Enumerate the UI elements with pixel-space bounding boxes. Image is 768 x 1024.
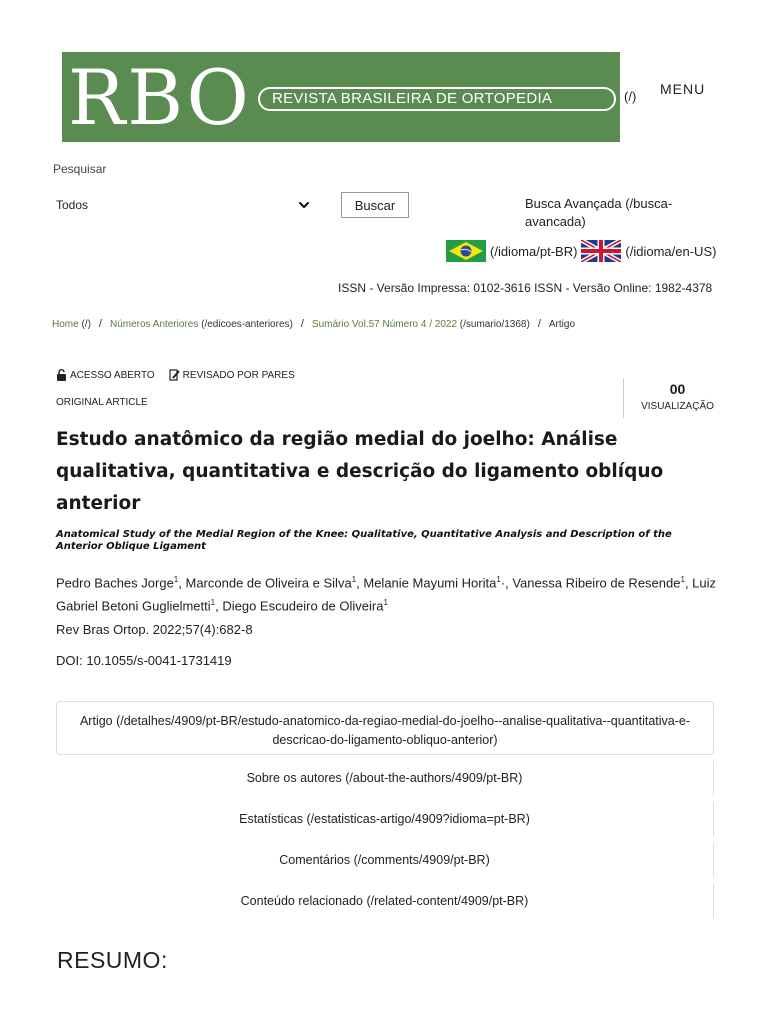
author-separator: ·, — [500, 575, 513, 591]
doi[interactable]: DOI: 10.1055/s-0041-1731419 — [56, 653, 232, 668]
logo-link-text[interactable]: (/) — [624, 89, 637, 104]
advanced-search-link[interactable]: Busca Avançada (/busca-avancada) — [525, 196, 673, 229]
breadcrumb — [52, 318, 575, 330]
author-separator: , — [684, 575, 693, 591]
breadcrumb-home[interactable]: Home (/) — [52, 318, 91, 330]
author-list — [56, 570, 721, 617]
author-affiliation: 1 — [351, 575, 357, 584]
pt-language-link[interactable]: (/idioma/pt-BR) — [490, 243, 578, 259]
author-separator: , — [178, 575, 186, 591]
author-name: Marconde de Oliveira e Silva — [185, 575, 352, 591]
tab-about-authors[interactable]: Sobre os autores (/about-the-authors/4909/pt-BR) — [56, 761, 714, 795]
article-type: ORIGINAL ARTICLE — [56, 397, 148, 408]
search-scope-value: Todos — [56, 198, 89, 212]
journal-logo[interactable] — [62, 52, 620, 142]
author-separator: , — [215, 598, 223, 614]
author-name: Diego Escudeiro de Oliveira — [222, 598, 384, 614]
tab-statistics[interactable]: Estatísticas (/estatisticas-artigo/4909?idioma=pt-BR) — [56, 802, 714, 836]
language-selector — [446, 240, 716, 262]
author-name: Vanessa Ribeiro de Resende — [512, 575, 681, 591]
unlock-icon — [56, 369, 67, 381]
breadcrumb-separator: / — [537, 318, 541, 330]
views-label: VISUALIZAÇÃO — [641, 401, 714, 412]
tab-article[interactable]: Artigo (/detalhes/4909/pt-BR/estudo-anatomico-da-regiao-medial-do-joelho--analise-qualitativa--quantitativa-e-descricao-do-ligamento-obliquo-anterior) — [56, 701, 714, 755]
abstract-heading: RESUMO: — [57, 947, 168, 973]
author-affiliation: 1 — [496, 575, 501, 584]
search-label: Pesquisar — [53, 162, 107, 176]
author-affiliation: 1 — [680, 575, 685, 584]
breadcrumb-separator: / — [98, 318, 102, 330]
author-affiliation: 1 — [173, 575, 179, 584]
author-name: Pedro Baches Jorge — [56, 575, 174, 591]
en-language-link[interactable]: (/idioma/en-US) — [625, 243, 717, 259]
author-name: Melanie Mayumi Horita — [363, 575, 497, 591]
review-pen-icon — [169, 369, 180, 381]
author-affiliation: 1 — [383, 598, 388, 608]
issn-info: ISSN - Versão Impressa: 0102-3616 ISSN - Versão Online: 1982-4378 — [338, 281, 713, 295]
breadcrumb-current: Artigo — [548, 318, 576, 330]
author-separator: , — [356, 575, 364, 591]
menu-button[interactable]: MENU — [660, 81, 706, 97]
author-affiliation: 1 — [210, 598, 216, 608]
breadcrumb-previous-issues[interactable]: Números Anteriores (/edicoes-anteriores) — [109, 318, 293, 330]
article-subtitle: Anatomical Study of the Medial Region of the Knee: Qualitative, Quantitative Analysis and Description of the Anterior Oblique Ligament — [56, 529, 672, 552]
peer-reviewed-badge: REVISADO POR PARES — [169, 369, 295, 381]
open-access-badge: ACESSO ABERTO — [56, 369, 155, 381]
search-button[interactable]: Buscar — [341, 192, 409, 218]
chevron-down-icon — [298, 199, 310, 211]
author-name: Luiz Gabriel Betoni Guglielmetti — [56, 575, 717, 614]
tab-comments[interactable]: Comentários (/comments/4909/pt-BR) — [56, 843, 714, 877]
logo-journal-name: REVISTA BRASILEIRA DE ORTOPEDIA — [258, 87, 616, 111]
breadcrumb-summary[interactable]: Sumário Vol.57 Número 4 / 2022 (/sumario/1368) — [311, 318, 530, 330]
views-counter — [623, 378, 723, 418]
views-count: 00 — [669, 381, 686, 397]
search-scope-select[interactable] — [52, 192, 314, 218]
brazil-flag-icon[interactable] — [446, 240, 486, 262]
citation: Rev Bras Ortop. 2022;57(4):682-8 — [56, 622, 253, 637]
article-title: Estudo anatômico da região medial do joelho: Análise qualitativa, quantitativa e descrição do ligamento oblíquo anterior — [56, 429, 664, 514]
breadcrumb-separator: / — [300, 318, 304, 330]
logo-letters: RBO — [68, 53, 251, 142]
tab-related-content[interactable]: Conteúdo relacionado (/related-content/4909/pt-BR) — [56, 884, 714, 918]
article-badges — [56, 369, 295, 381]
uk-flag-icon[interactable] — [581, 240, 621, 262]
